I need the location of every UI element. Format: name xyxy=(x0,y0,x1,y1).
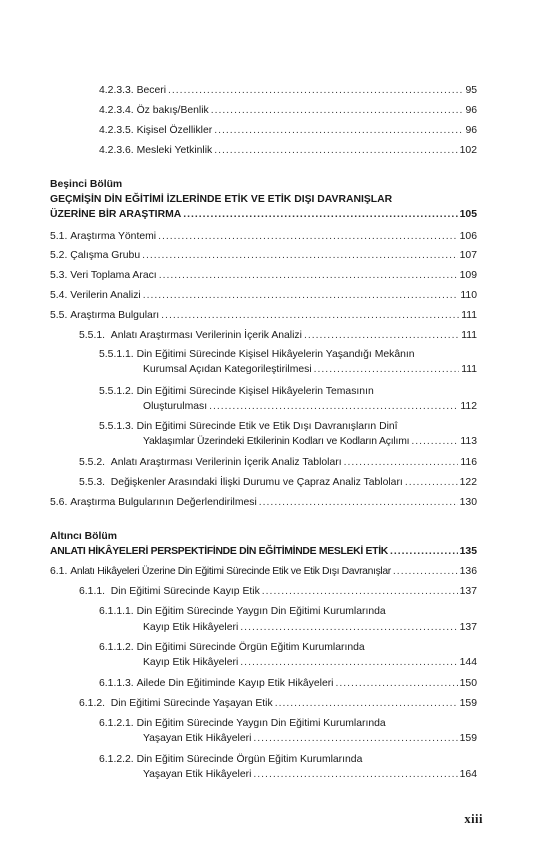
dot-leader xyxy=(259,496,458,509)
dot-leader xyxy=(262,585,458,598)
chapter-5-page: 105 xyxy=(459,209,477,220)
dot-leader xyxy=(336,677,458,690)
toc-entry-6-1 xyxy=(50,565,477,578)
toc-entry-5-4 xyxy=(50,289,477,302)
toc-entry-5-5-1-3-line2 xyxy=(143,435,477,448)
entry-title-line1: Din Eğitimi Sürecinde Kişisel Hikâyelerin Temasının xyxy=(136,386,374,397)
dot-leader xyxy=(253,732,457,745)
dot-leader xyxy=(304,329,459,342)
dot-leader xyxy=(275,697,458,710)
entry-page: 109 xyxy=(459,270,477,281)
toc-entry-6-1-1-1-line1 xyxy=(99,605,386,618)
toc-entry-6-1-2-2-line2 xyxy=(143,768,477,781)
entry-number: 4.2.3.4. xyxy=(99,105,134,116)
toc-entry-5-5-2 xyxy=(79,456,477,469)
dot-leader xyxy=(183,208,457,221)
dot-leader xyxy=(158,230,458,243)
dot-leader xyxy=(390,545,458,558)
entry-title-line2: Yaklaşımlar Üzerindeki Etkilerinin Kodları ve Kodların Açılımı xyxy=(143,436,410,447)
entry-number: 5.5.1.3. xyxy=(99,421,134,432)
dot-leader xyxy=(211,104,464,117)
toc-entry-5-2 xyxy=(50,249,477,262)
entry-page: 102 xyxy=(459,145,477,156)
entry-number: 4.2.3.5. xyxy=(99,125,134,136)
entry-title: Din Eğitimi Sürecinde Kayıp Etik xyxy=(110,586,260,597)
toc-entry-5-5-1-1-line2 xyxy=(143,363,477,376)
entry-title-line1: Din Eğitimi Sürecinde Kişisel Hikâyelerin Yaşandığı Mekânın xyxy=(136,349,415,360)
entry-number: 6.1.1.3. xyxy=(99,678,134,689)
chapter-5-label: Beşinci Bölüm xyxy=(50,179,123,190)
entry-page: 107 xyxy=(459,250,477,261)
dot-leader xyxy=(161,309,459,322)
toc-entry-5-5-1 xyxy=(79,329,477,342)
entry-page: 110 xyxy=(460,290,477,301)
entry-page: 122 xyxy=(459,477,477,488)
toc-entry-5-5-1-3-line1 xyxy=(99,420,398,433)
chapter-5-title-line1: GEÇMİŞİN DİN EĞİTİMİ İZLERİNDE ETİK VE ETİK DIŞI DAVRANIŞLAR xyxy=(50,194,393,205)
entry-number: 6.1.2.1. xyxy=(99,718,134,729)
entry-number: 4.2.3.3. xyxy=(99,85,134,96)
entry-title: Ailede Din Eğitiminde Kayıp Etik Hikâyeleri xyxy=(136,678,334,689)
entry-page: 137 xyxy=(459,586,477,597)
dot-leader xyxy=(240,621,457,634)
entry-title: Din Eğitimi Sürecinde Yaşayan Etik xyxy=(110,698,273,709)
dot-leader xyxy=(240,656,457,669)
entry-title-line2: Yaşayan Etik Hikâyeleri xyxy=(143,733,252,744)
dot-leader xyxy=(344,456,459,469)
entry-number: 5.4. xyxy=(50,290,68,301)
dot-leader xyxy=(143,289,459,302)
entry-title: Anlatı Araştırması Verilerinin İçerik Analiz Tabloları xyxy=(110,457,342,468)
dot-leader xyxy=(411,435,458,448)
entry-page: 136 xyxy=(459,566,477,577)
entry-number: 6.1. xyxy=(50,566,68,577)
toc-entry-4-2-3-6 xyxy=(99,144,477,157)
entry-page: 111 xyxy=(461,310,477,321)
entry-title-line1: Din Eğitimi Sürecinde Etik ve Etik Dışı Davranışların Dinî xyxy=(136,421,398,432)
entry-page: 96 xyxy=(465,125,477,136)
entry-title: Öz bakış/Benlik xyxy=(136,105,209,116)
dot-leader xyxy=(214,144,457,157)
dot-leader xyxy=(405,476,458,489)
entry-title: Araştırma Yöntemi xyxy=(70,231,157,242)
entry-number: 5.3. xyxy=(50,270,68,281)
entry-page: 159 xyxy=(459,698,477,709)
entry-title-line2: Kayıp Etik Hikâyeleri xyxy=(143,622,239,633)
entry-title: Araştırma Bulgularının Değerlendirilmesi xyxy=(70,497,257,508)
entry-title-line1: Din Eğitim Sürecinde Örgün Eğitim Kurumlarında xyxy=(136,754,363,765)
chapter-6-title: ANLATI HİKÂYELERİ PERSPEKTİFİNDE DİN EĞİTİMİNDE MESLEKİ ETİK xyxy=(50,546,388,557)
entry-page: 96 xyxy=(465,105,477,116)
toc-entry-5-1 xyxy=(50,230,477,243)
entry-number: 5.6. xyxy=(50,497,68,508)
toc-entry-5-5-3 xyxy=(79,476,477,489)
dot-leader xyxy=(314,363,460,376)
toc-entry-4-2-3-3 xyxy=(99,84,477,97)
page-folio: xiii xyxy=(464,812,483,826)
entry-page: 111 xyxy=(461,330,477,341)
toc-entry-6-1-1-2-line1 xyxy=(99,641,365,654)
entry-number: 6.1.1.2. xyxy=(99,642,134,653)
toc-entry-5-5-1-1-line1 xyxy=(99,348,415,361)
entry-number: 6.1.1.1. xyxy=(99,606,134,617)
chapter-5-title-entry xyxy=(50,208,477,221)
entry-number: 5.5.2. xyxy=(79,457,105,468)
toc-entry-5-5-1-2-line1 xyxy=(99,385,374,398)
dot-leader xyxy=(159,269,458,282)
toc-entry-6-1-1 xyxy=(79,585,477,598)
entry-title: Araştırma Bulguları xyxy=(70,310,160,321)
entry-page: 112 xyxy=(460,401,477,412)
entry-number: 5.1. xyxy=(50,231,68,242)
entry-title-line1: Din Eğitimi Sürecinde Örgün Eğitim Kurumlarında xyxy=(136,642,365,653)
entry-page: 130 xyxy=(459,497,477,508)
entry-number: 5.5.1.2. xyxy=(99,386,134,397)
entry-page: 159 xyxy=(459,733,477,744)
dot-leader xyxy=(209,400,458,413)
entry-title-line1: Din Eğitim Sürecinde Yaygın Din Eğitimi Kurumlarında xyxy=(136,606,386,617)
toc-entry-5-3 xyxy=(50,269,477,282)
entry-title: Anlatı Araştırması Verilerinin İçerik Analizi xyxy=(110,330,302,341)
entry-title-line2: Kayıp Etik Hikâyeleri xyxy=(143,657,239,668)
entry-number: 5.5.1.1. xyxy=(99,349,134,360)
entry-title: Kişisel Özellikler xyxy=(136,125,213,136)
entry-title: Veri Toplama Aracı xyxy=(70,270,157,281)
entry-number: 4.2.3.6. xyxy=(99,145,134,156)
entry-title: Anlatı Hikâyeleri Üzerine Din Eğitimi Sürecinde Etik ve Etik Dışı Davranışlar xyxy=(70,566,391,577)
entry-page: 150 xyxy=(459,678,477,689)
toc-entry-6-1-2-2-line1 xyxy=(99,753,362,766)
chapter-6-label: Altıncı Bölüm xyxy=(50,531,117,542)
entry-page: 137 xyxy=(459,622,477,633)
toc-entry-6-1-2-1-line2 xyxy=(143,732,477,745)
toc-entry-6-1-2-1-line1 xyxy=(99,717,386,730)
entry-title-line1: Din Eğitim Sürecinde Yaygın Din Eğitimi Kurumlarında xyxy=(136,718,386,729)
entry-title: Beceri xyxy=(136,85,167,96)
entry-title-line2: Kurumsal Açıdan Kategorileştirilmesi xyxy=(143,364,312,375)
entry-page: 113 xyxy=(460,436,477,447)
entry-number: 6.1.2. xyxy=(79,698,105,709)
toc-entry-6-1-1-3 xyxy=(99,677,477,690)
entry-title: Mesleki Yetkinlik xyxy=(136,145,213,156)
entry-number: 6.1.2.2. xyxy=(99,754,134,765)
dot-leader xyxy=(253,768,457,781)
entry-page: 144 xyxy=(459,657,477,668)
dot-leader xyxy=(214,124,463,137)
chapter-6-title-entry xyxy=(50,545,477,558)
toc-entry-6-1-1-2-line2 xyxy=(143,656,477,669)
entry-title: Değişkenler Arasındaki İlişki Durumu ve Çapraz Analiz Tabloları xyxy=(110,477,403,488)
chapter-5-title-line2: ÜZERİNE BİR ARAŞTIRMA xyxy=(50,209,182,220)
entry-number: 6.1.1. xyxy=(79,586,105,597)
entry-page: 95 xyxy=(465,85,477,96)
entry-page: 106 xyxy=(459,231,477,242)
entry-page: 111 xyxy=(461,364,477,375)
entry-number: 5.5.3. xyxy=(79,477,105,488)
toc-entry-4-2-3-4 xyxy=(99,104,477,117)
toc-entry-5-5 xyxy=(50,309,477,322)
entry-title-line2: Oluşturulması xyxy=(143,401,208,412)
toc-entry-6-1-1-1-line2 xyxy=(143,621,477,634)
dot-leader xyxy=(142,249,458,262)
dot-leader xyxy=(393,565,458,578)
entry-number: 5.2. xyxy=(50,250,68,261)
toc-entry-6-1-2 xyxy=(79,697,477,710)
entry-title: Verilerin Analizi xyxy=(70,290,141,301)
entry-title: Çalışma Grubu xyxy=(70,250,141,261)
chapter-6-page: 135 xyxy=(459,546,477,557)
entry-number: 5.5. xyxy=(50,310,68,321)
toc-entry-5-5-1-2-line2 xyxy=(143,400,477,413)
entry-number: 5.5.1. xyxy=(79,330,105,341)
toc-entry-4-2-3-5 xyxy=(99,124,477,137)
dot-leader xyxy=(168,84,463,97)
toc-entry-5-6 xyxy=(50,496,477,509)
entry-page: 116 xyxy=(460,457,477,468)
entry-title-line2: Yaşayan Etik Hikâyeleri xyxy=(143,769,252,780)
entry-page: 164 xyxy=(459,769,477,780)
